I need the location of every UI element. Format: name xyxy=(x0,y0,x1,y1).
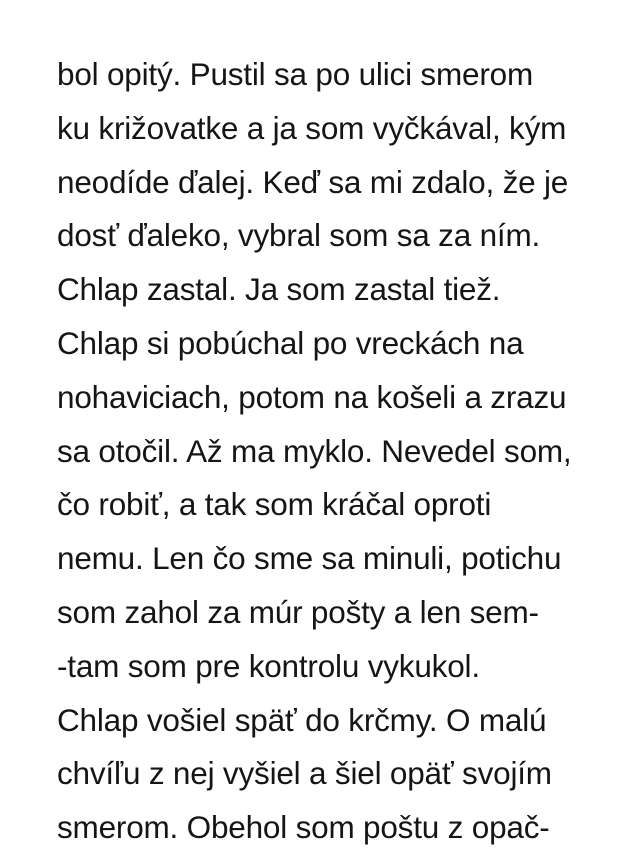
text-line: nohaviciach, potom na košeli a zrazu xyxy=(57,378,567,415)
text-line: čo robiť, a tak som kráčal oproti xyxy=(57,486,492,523)
text-line: Chlap zastal. Ja som zastal tiež. xyxy=(57,271,501,308)
text-line: ku križovatke a ja som vyčkával, kým xyxy=(57,109,567,146)
text-line: nemu. Len čo sme sa minuli, potichu xyxy=(57,540,562,577)
text-line: -tam som pre kontrolu vykukol. xyxy=(57,647,480,684)
text-line: dosť ďaleko, vybral som sa za ním. xyxy=(57,217,541,254)
text-line: som zahol za múr pošty a len sem- xyxy=(57,593,539,630)
text-line: neodíde ďalej. Keď sa mi zdalo, že je xyxy=(57,163,569,200)
text-line: smerom. Obehol som poštu z opač- xyxy=(57,809,550,846)
body-text xyxy=(57,42,572,849)
text-line: Chlap vošiel späť do krčmy. O malú xyxy=(57,701,547,738)
text-line: bol opitý. Pustil sa po ulici smerom xyxy=(57,56,533,92)
text-line: Chlap si pobúchal po vreckách na xyxy=(57,324,524,361)
text-line: sa otočil. Až ma myklo. Nevedel som, xyxy=(57,432,572,469)
text-line: chvíľu z nej vyšiel a šiel opäť svojím xyxy=(57,755,552,792)
